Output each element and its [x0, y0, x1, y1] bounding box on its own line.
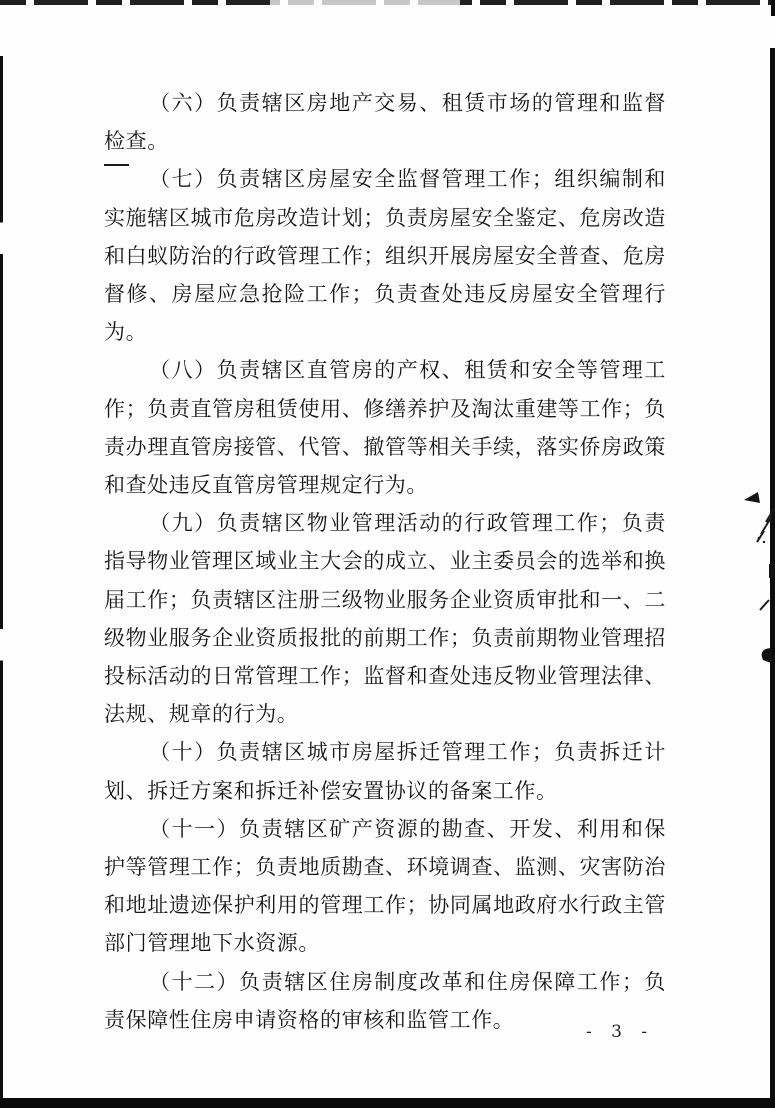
paragraph-item-9: （九）负责辖区物业管理活动的行政管理工作；负责指导物业管理区域业主大会的成立、业主委员会的选举和换届工作；负责辖区注册三级物业服务企业资质审批和一、二级物业服务企业资质报批的前期工作；负责前期物业管理招投标活动的日常管理工作；监督和查处违反物业管理法律、法规、规章的行为。 [104, 511, 666, 727]
paragraph-item-11: （十一）负责辖区矿产资源的勘查、开发、利用和保护等管理工作；负责地质勘查、环境调查、监测、灾害防治和地址遗迹保护利用的管理工作；协同属地政府水行政主管部门管理地下水资源。 [104, 816, 666, 956]
scan-artifact-top-edge-gap [270, 0, 460, 5]
scan-artifact-bottom-edge [0, 1098, 775, 1108]
page-number: - 3 - [586, 1022, 655, 1042]
scan-artifact-left-edge [0, 56, 3, 1098]
paragraph-item-12: （十二）负责辖区住房制度改革和住房保障工作；负责保障性住房申请资格的审核和监管工作。 [104, 969, 666, 1032]
pen-marks [736, 478, 775, 678]
paragraph-item-7: （七）负责辖区房屋安全监督管理工作；组织编制和实施辖区城市危房改造计划；负责房屋安全鉴定、危房改造和白蚁防治的行政管理工作；组织开展房屋安全普查、危房督修、房屋应急抢险工作；负责查处违反房屋安全管理行为。 [104, 167, 666, 345]
paragraph-item-8: （八）负责辖区直管房的产权、租赁和安全等管理工作；负责直管房租赁使用、修缮养护及淘汰重建等工作；负责办理直管房接管、代管、撤管等相关手续，落实侨房政策和查处违反直管房管理规定行为。 [104, 358, 666, 498]
document-body [104, 84, 666, 1039]
paragraph-item-10: （十）负责辖区城市房屋拆迁管理工作；负责拆迁计划、拆迁方案和拆迁补偿安置协议的备案工作。 [104, 740, 666, 803]
scan-artifact-corner-tick [771, 0, 775, 16]
paragraph-item-6: （六）负责辖区房地产交易、租赁市场的管理和监督检查。 [104, 91, 666, 154]
